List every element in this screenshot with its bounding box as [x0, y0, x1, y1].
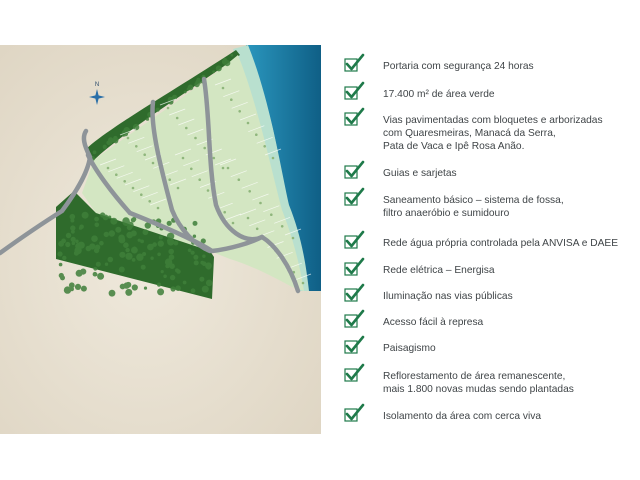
lot-marker — [292, 237, 295, 240]
lot-marker — [281, 225, 284, 228]
tree-dot — [200, 261, 204, 265]
checkmark-icon — [343, 53, 365, 73]
feature-text: Iluminação nas vias públicas — [383, 291, 513, 302]
tree-dot — [132, 258, 136, 262]
lot-marker — [107, 167, 110, 170]
lot-marker — [227, 167, 230, 170]
tree-dot — [94, 217, 99, 222]
tree-dot — [127, 225, 132, 230]
tree-dot — [168, 249, 174, 255]
lot-marker — [247, 122, 250, 125]
tree-dot — [95, 223, 100, 228]
tree-dot — [99, 241, 104, 246]
tree-dot — [199, 277, 204, 282]
tree-dot — [206, 280, 213, 287]
compass-north-label: N — [94, 82, 100, 88]
tree-dot — [72, 241, 76, 245]
lot-marker — [167, 107, 170, 110]
tree-dot — [97, 273, 104, 280]
tree-dot — [194, 260, 199, 265]
tree-dot — [71, 230, 75, 234]
tree-dot — [184, 91, 187, 94]
tree-dot — [81, 286, 87, 292]
tree-dot — [66, 233, 71, 238]
lot-marker — [207, 189, 210, 192]
tree-dot — [58, 241, 64, 247]
tree-dot — [115, 227, 121, 233]
site-plan-map — [0, 45, 321, 434]
feature-text: Saneamento básico – sistema de fossa, filtro anaeróbio e sumidouro — [383, 195, 564, 219]
tree-dot — [125, 289, 132, 296]
tree-dot — [161, 270, 164, 273]
tree-dot — [167, 221, 172, 226]
tree-dot — [216, 65, 222, 71]
tree-dot — [70, 219, 74, 223]
checkmark-icon — [343, 257, 365, 277]
tree-dot — [157, 283, 161, 287]
tree-dot — [124, 129, 127, 132]
tree-dot — [170, 275, 175, 280]
lot-marker — [256, 228, 259, 231]
tree-dot — [132, 284, 138, 290]
tree-dot — [125, 253, 132, 260]
lot-marker — [222, 167, 225, 170]
tree-dot — [187, 88, 190, 91]
tree-dot — [146, 118, 149, 121]
lot-marker — [213, 157, 216, 160]
feature-text: Reflorestamento de área remanescente, mais 1.800 novas mudas sendo plantadas — [383, 371, 574, 395]
lot-marker — [238, 110, 241, 113]
tree-dot — [96, 262, 101, 267]
feature-text: Portaria com segurança 24 horas — [383, 61, 534, 72]
lot-marker — [270, 213, 273, 216]
tree-dot — [75, 240, 79, 244]
tree-dot — [131, 218, 136, 223]
tree-dot — [143, 229, 149, 235]
tree-dot — [122, 217, 129, 224]
lot-marker — [177, 187, 180, 190]
tree-dot — [202, 286, 209, 293]
lot-marker — [140, 193, 143, 196]
tree-dot — [82, 212, 89, 219]
feature-text: Acesso fácil à represa — [383, 317, 484, 328]
tree-dot — [79, 225, 84, 230]
tree-dot — [59, 263, 63, 267]
tree-dot — [100, 212, 105, 217]
tree-dot — [150, 257, 153, 260]
tree-dot — [75, 284, 81, 290]
lot-marker — [223, 211, 226, 214]
lot-marker — [198, 178, 201, 181]
checkmark-icon — [343, 283, 365, 303]
tree-dot — [194, 82, 199, 87]
lot-marker — [259, 202, 262, 205]
tree-dot — [159, 236, 163, 240]
tree-dot — [109, 290, 116, 297]
checkmark-icon — [343, 107, 365, 127]
tree-dot — [57, 251, 62, 256]
tree-dot — [133, 124, 139, 130]
tree-dot — [125, 248, 129, 252]
tree-dot — [188, 249, 192, 253]
lot-marker — [123, 180, 126, 183]
tree-dot — [127, 283, 131, 287]
lot-marker — [238, 178, 241, 181]
tree-dot — [171, 286, 176, 291]
tree-dot — [223, 58, 227, 62]
tree-dot — [70, 287, 74, 291]
tree-dot — [104, 232, 109, 237]
tree-dot — [196, 78, 200, 82]
lot-marker — [247, 217, 250, 220]
tree-dot — [191, 288, 196, 293]
tree-dot — [132, 248, 138, 254]
tree-dot — [120, 284, 126, 290]
tree-dot — [156, 108, 160, 112]
checkmark-icon — [343, 81, 365, 101]
checkmark-icon — [343, 160, 365, 180]
feature-text: Vias pavimentadas com bloquetes e arborizadas com Quaresmeiras, Manacá da Serra, Pata de Vaca e Ipê Rosa Anão. — [383, 115, 603, 152]
tree-dot — [158, 240, 164, 246]
tree-dot — [169, 254, 175, 260]
tree-dot — [74, 251, 79, 256]
feature-text: Rede água própria controlada pela ANVISA e DAEE — [383, 238, 619, 249]
lot-marker — [230, 98, 233, 101]
tree-dot — [193, 221, 198, 226]
tree-dot — [119, 267, 125, 273]
tree-dot — [144, 287, 147, 290]
lot-marker — [115, 173, 118, 176]
tree-dot — [175, 268, 179, 272]
lot-marker — [302, 282, 305, 285]
tree-dot — [202, 255, 205, 258]
tree-dot — [212, 70, 215, 73]
tree-dot — [167, 239, 170, 242]
lot-marker — [157, 207, 160, 210]
lot-marker — [248, 190, 251, 193]
tree-dot — [152, 242, 157, 247]
site-plan-illustration — [0, 45, 321, 434]
lot-marker — [143, 153, 146, 156]
tree-dot — [163, 275, 167, 279]
lot-marker — [255, 133, 258, 136]
lot-marker — [232, 222, 235, 225]
tree-dot — [126, 232, 133, 239]
tree-dot — [157, 253, 161, 257]
tree-dot — [175, 285, 181, 291]
lot-marker — [203, 147, 206, 150]
checkmark-icon — [343, 363, 365, 383]
tree-dot — [119, 237, 126, 244]
checkmark-icon — [343, 187, 365, 207]
lot-marker — [272, 157, 275, 160]
tree-dot — [230, 54, 233, 57]
tree-dot — [226, 62, 230, 66]
lot-marker — [190, 168, 193, 171]
feature-text: 17.400 m² de área verde — [383, 89, 495, 100]
tree-dot — [93, 267, 97, 271]
tree-dot — [76, 270, 83, 277]
tree-dot — [108, 257, 114, 263]
checkmark-icon — [343, 403, 365, 423]
tree-dot — [119, 252, 125, 258]
lot-marker — [194, 137, 197, 140]
lot-marker — [132, 187, 135, 190]
tree-dot — [71, 237, 76, 242]
checkmark-icon — [343, 309, 365, 329]
tree-dot — [157, 288, 164, 295]
tree-dot — [104, 145, 107, 148]
tree-dot — [65, 242, 70, 247]
tree-dot — [93, 150, 97, 154]
tree-dot — [193, 235, 196, 238]
feature-text: Paisagismo — [383, 343, 436, 354]
lot-marker — [263, 145, 266, 148]
tree-dot — [93, 272, 98, 277]
tree-dot — [183, 281, 187, 285]
tree-dot — [138, 239, 141, 242]
lot-marker — [176, 117, 179, 120]
tree-dot — [95, 245, 100, 250]
tree-dot — [78, 242, 85, 249]
lot-marker — [185, 127, 188, 130]
feature-text: Guias e sarjetas — [383, 168, 457, 179]
tree-dot — [92, 245, 95, 248]
tree-dot — [60, 275, 65, 280]
tree-dot — [105, 263, 108, 266]
checkmark-icon — [343, 335, 365, 355]
lot-marker — [135, 145, 138, 148]
lot-marker — [222, 87, 225, 90]
tree-dot — [193, 255, 198, 260]
feature-text: Rede elétrica – Energisa — [383, 265, 495, 276]
tree-dot — [113, 136, 118, 141]
lot-marker — [152, 162, 155, 165]
lot-marker — [127, 137, 130, 140]
feature-text: Isolamento da área com cerca viva — [383, 411, 541, 422]
tree-dot — [109, 230, 115, 236]
tree-dot — [91, 235, 98, 242]
tree-dot — [207, 266, 211, 270]
tree-dot — [108, 216, 111, 219]
lot-marker — [148, 200, 151, 203]
tree-dot — [62, 256, 66, 260]
tree-dot — [141, 265, 146, 270]
lot-marker — [182, 157, 185, 160]
tree-dot — [136, 254, 143, 261]
checkmark-icon — [343, 230, 365, 250]
lot-marker — [168, 178, 171, 181]
tree-dot — [110, 218, 117, 225]
tree-dot — [123, 242, 129, 248]
